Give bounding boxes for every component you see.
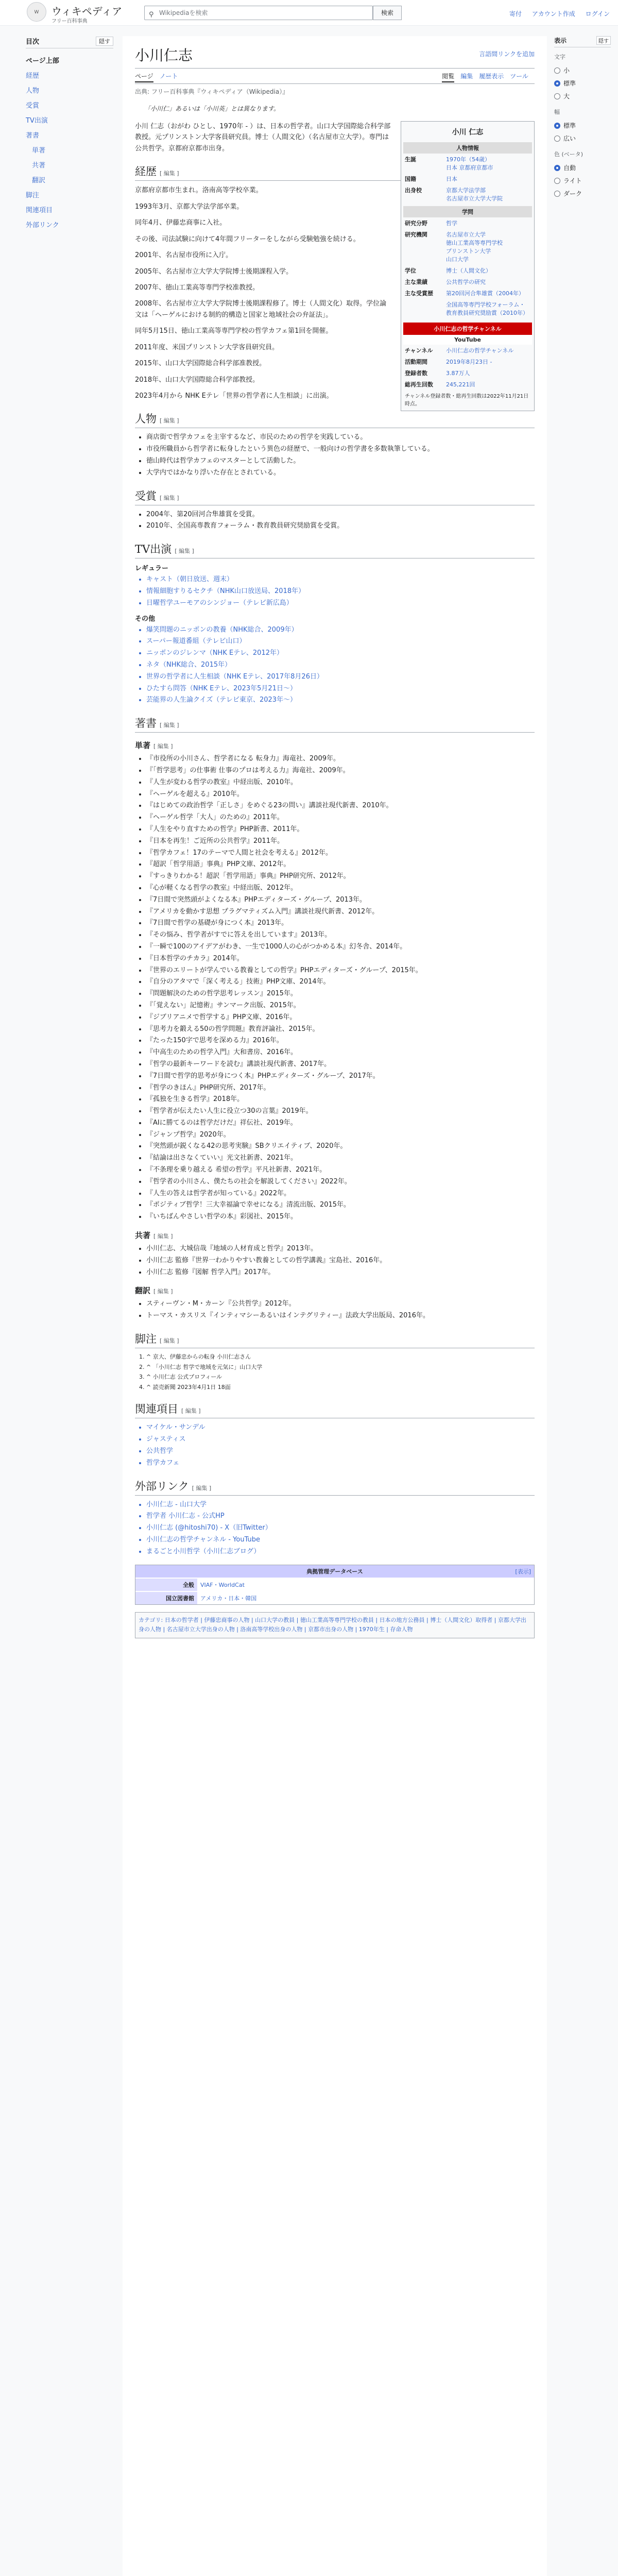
search-button[interactable]: 検索 (373, 6, 402, 20)
width-options (554, 119, 611, 145)
heading-joint (135, 1230, 535, 1241)
book-item: • 『自分のアタマで「深く考える」技術』PHP文庫、2014年。 (146, 977, 535, 988)
career-paragraph: 2023年4月から NHK Eテレ「世界の哲学者に人生相談」に出演。 (135, 392, 333, 400)
infobox-row (403, 345, 532, 356)
infobox-row (403, 217, 532, 229)
radio-icon (554, 165, 560, 171)
infobox-row-value[interactable]: 京都大学法学部 名古屋市立大学大学院 (446, 187, 503, 202)
book-item: • 『哲学の最新キーワードを読む』講談社現代新書、2017年。 (146, 1059, 535, 1070)
infobox-row-label (403, 299, 444, 318)
youtube-subtitle: YouTube (403, 335, 532, 345)
radio-icon (554, 67, 560, 74)
infobox-row (403, 154, 532, 173)
book-item: • 『一瞬で100のアイデアがわき、一生で1000人の心がつかめる本』幻冬舎、2014年。 (146, 942, 535, 953)
career-paragraph: 同年4月、伊藤忠商事に入社。 (135, 219, 227, 227)
infobox-row-value[interactable]: 1970年（54歳） 日本 京都府京都市 (446, 156, 493, 171)
radio-label: 広い (563, 135, 576, 142)
login-link[interactable]: ログイン (585, 10, 610, 18)
article-content (123, 36, 547, 2576)
tv-regular-list (146, 574, 535, 608)
book-item: • 『はじめての政治哲学「正しさ」をめぐる23の問い』講談社現代新書、2010年。 (146, 801, 535, 811)
book-item: • 『ジャンプ哲学』2020年。 (146, 1130, 535, 1141)
toc-hide-button[interactable]: 隠す (96, 37, 113, 46)
career-paragraph: その後、司法試験に向けて4年間フリーターをしながら受験勉強を続ける。 (135, 235, 360, 243)
youtube-table (403, 345, 532, 390)
infobox-row (403, 173, 532, 184)
width-label: 幅 (554, 109, 560, 115)
list-item: • 大学内ではかなり浮いた存在とされている。 (146, 468, 535, 479)
appearance-hide-button[interactable]: 隠す (596, 36, 611, 45)
infobox-row-value[interactable]: 全国高等専門学校フォーラム・教育教員研究奨励賞（2010年） (446, 301, 528, 316)
infobox-row-label: 学位 (405, 267, 416, 274)
navbox-row-label: 全般 (135, 1579, 197, 1591)
external-links-list (146, 1500, 535, 1557)
book-item: • 『たった150字で思考を深める力』2016年。 (146, 1036, 535, 1046)
infobox-row-value[interactable]: 2019年8月23日 - (446, 359, 492, 365)
radio-icon (554, 93, 560, 99)
search-input[interactable] (144, 6, 373, 20)
infobox-row-label: チャンネル (405, 347, 433, 354)
book-item: • 『哲学のきほん』PHP研究所、2017年。 (146, 1083, 535, 1094)
radio-icon (554, 123, 560, 129)
infobox-row-label: 国籍 (405, 176, 416, 182)
heading-books-text: 著書 (135, 717, 157, 730)
person-list (146, 432, 535, 478)
list-item: • 徳山時代は哲学カフェのマスターとして活動した。 (146, 456, 535, 467)
book-item: • 『7日間で哲学的思考が身につく本』PHPエディターズ・グループ、2017年。 (146, 1071, 535, 1082)
book-item: • 『ポジティブ哲学！三大幸福論で幸せになる』清流出版、2015年。 (146, 1200, 535, 1211)
heading-single (135, 740, 535, 751)
infobox-row (403, 265, 532, 276)
radio-icon (554, 80, 560, 87)
radio-option[interactable] (554, 90, 611, 103)
career-paragraph: 2015年、山口大学国際総合科学部准教授。 (135, 360, 266, 368)
book-item: • トーマス・カスリス『インティマシーあるいはインテグリティー』法政大学出版局、2016年。 (146, 1311, 535, 1321)
external-link[interactable]: • 小川仁志の哲学チャンネル - YouTube (146, 1535, 535, 1546)
book-item: • 小川仁志 監修『世界一わかりやすい教養としての哲学講義』宝島社、2016年。 (146, 1256, 535, 1266)
site-header (0, 0, 618, 26)
radio-label: ダーク (563, 190, 582, 197)
related-link[interactable]: • 哲学カフェ (146, 1458, 535, 1469)
career-paragraph: 2007年、徳山工業高等専門学校准教授。 (135, 283, 260, 292)
radio-label: ライト (563, 177, 582, 184)
tv-item[interactable]: • 世界の哲学者に人生相談（NHK Eテレ、2017年8月26日） (146, 672, 535, 683)
radio-option[interactable] (554, 174, 611, 187)
search-icon: ⚲ (149, 11, 154, 19)
related-link[interactable]: • 公共哲学 (146, 1446, 535, 1457)
edit-link[interactable]: [ 編集 ] (153, 1288, 173, 1295)
heading-tv-text: TV出演 (135, 543, 172, 556)
list-item: • 市役所職員から哲学者に転身したという異色の経歴で、一般向けの哲学書を多数執筆している。 (146, 444, 535, 455)
reference-item: 1. ^ 京大、伊藤忠からの転身 小川仁志さん (146, 1352, 535, 1362)
infobox-row (403, 276, 532, 287)
book-item: • 『孤独を生きる哲学』2018年。 (146, 1094, 535, 1105)
radio-icon (554, 135, 560, 142)
infobox-row-value[interactable]: 博士（人間文化） (446, 267, 491, 274)
infobox-row-value[interactable]: 小川仁志の哲学チャンネル (446, 347, 514, 354)
external-link[interactable]: • 小川仁志 (@hitoshi70) - X（旧Twitter） (146, 1523, 535, 1534)
tv-item[interactable]: • ネタ（NHK総合、2015年） (146, 660, 535, 671)
donate-link[interactable]: 寄付 (509, 10, 522, 18)
infobox-row-value[interactable]: 日本 (446, 176, 457, 182)
infobox-row-label: 総再生回数 (405, 381, 433, 388)
intro-paragraph: 小川 仁志（おがわ ひとし、1970年 - ）は、日本の哲学者。山口大学国際総合科学部教授。元プリンストン大学客員研究員。博士（人間文化）（名古屋市立大学）。専門は公共哲学。京都府京都市出身。 (135, 123, 391, 152)
infobox-row-label: 出身校 (405, 187, 422, 194)
book-item: • スティーヴン・M・カーン『公共哲学』2012年。 (146, 1299, 535, 1310)
heading-award (135, 488, 535, 505)
text-size-options (554, 64, 611, 103)
reference-item: 4. ^ 読売新聞 2023年4月1日 18面 (146, 1383, 535, 1392)
toc-item[interactable]: 翻訳 (32, 177, 46, 184)
edit-link[interactable]: [ 編集 ] (160, 417, 179, 425)
edit-link[interactable]: [ 編集 ] (160, 722, 179, 729)
edit-link[interactable]: [ 編集 ] (153, 1233, 173, 1240)
youtube-title: 小川仁志の哲学チャンネル (403, 323, 532, 335)
tv-item[interactable]: • 芸能界の人生論クイズ（テレビ東京、2023年～） (146, 695, 535, 706)
infobox-row (403, 379, 532, 390)
heading-related-text: 関連項目 (135, 1403, 178, 1416)
radio-icon (554, 178, 560, 184)
edit-link[interactable]: [ 編集 ] (192, 1484, 212, 1492)
appearance-header (554, 36, 611, 47)
tab-history[interactable]: 履歴表示 (479, 73, 504, 80)
heading-person-text: 人物 (135, 413, 157, 426)
heading-trans-text: 翻訳 (135, 1286, 151, 1296)
career-paragraph: 2001年、名古屋市役所に入庁。 (135, 251, 233, 260)
navbox-title: 典拠管理データベース (306, 1568, 363, 1575)
toc-item[interactable]: ページ上部 (26, 57, 59, 65)
tv-item[interactable]: • 情報細胞すりるセクチ（NHK山口放送局、2018年） (146, 586, 535, 597)
youtube-note: チャンネル登録者数・総再生回数は2022年11月21日時点。 (405, 394, 529, 407)
book-item: • 『ヘーゲルを超える』2010年。 (146, 789, 535, 800)
heading-notes (135, 1331, 535, 1348)
page-title (135, 44, 535, 69)
infobox-row (403, 229, 532, 265)
heading-tv (135, 541, 535, 558)
heading-career-text: 経歴 (135, 165, 157, 178)
toc-item[interactable]: 外部リンク (26, 222, 59, 229)
site-tagline: フリー百科事典 (52, 19, 88, 24)
infobox-row-label: 登録者数 (405, 370, 427, 377)
create-account-link[interactable]: アカウント作成 (531, 10, 575, 18)
infobox-row (403, 184, 532, 204)
book-item: • 『哲学者が伝えたい人生に役立つ30の言葉』2019年。 (146, 1106, 535, 1117)
career-paragraph: 同年5月15日、徳山工業高等専門学校の哲学カフェ第1回を開催。 (135, 327, 333, 335)
appearance-title: 表示 (554, 37, 567, 44)
youtube-box (403, 323, 532, 409)
toc-item[interactable]: 共著 (32, 162, 46, 170)
toc-item[interactable]: 単著 (32, 147, 46, 155)
toc-item[interactable]: 著書 (26, 132, 40, 140)
related-link[interactable]: • マイケル・サンデル (146, 1422, 535, 1433)
radio-option[interactable] (554, 161, 611, 174)
toc-item[interactable]: 人物 (26, 87, 40, 95)
page-tabs (135, 69, 535, 84)
book-item: • 『結論は出さなくていい』光文社新書、2021年。 (146, 1153, 535, 1164)
edit-link[interactable]: [ 編集 ] (160, 170, 179, 177)
heading-trans (135, 1285, 535, 1296)
wikipedia-logo-icon[interactable]: W (27, 2, 46, 22)
navbox-row-label: 国立図書館 (135, 1592, 197, 1604)
related-link[interactable]: • ジャスティス (146, 1434, 535, 1445)
book-item: • 『ジブリアニメで哲学する』PHP文庫、2016年。 (146, 1012, 535, 1023)
heading-joint-text: 共著 (135, 1231, 151, 1241)
book-item: • 『超訳「哲学用語」事典』PHP文庫、2012年。 (146, 859, 535, 870)
list-item: • 2010年、全国高専教育フォーラム・教育教員研究奨励賞を受賞。 (146, 521, 535, 532)
book-item: • 『市役所の小川さん、哲学者になる 転身力』海竜社、2009年。 (146, 754, 535, 765)
book-item: • 『中高生のための哲学入門』大和書房、2016年。 (146, 1047, 535, 1058)
book-item: • 『アメリカを動かす思想 プラグマティズム入門』講談社現代新書、2012年。 (146, 907, 535, 918)
list-item: • 商店街で哲学カフェを主宰するなど、市民のための哲学を実践している。 (146, 432, 535, 443)
toc-item[interactable]: 経歴 (26, 72, 40, 80)
edit-link[interactable]: [ 編集 ] (175, 548, 194, 555)
book-item: • 『「覚えない」記憶術』サンマーク出版、2015年。 (146, 1001, 535, 1011)
tv-other-list (146, 625, 535, 706)
heading-person (135, 411, 535, 428)
joint-list (146, 1244, 535, 1278)
toc-item[interactable]: 受賞 (26, 102, 40, 110)
toc-item[interactable]: 脚注 (26, 192, 40, 199)
infobox-row-label: 主な業績 (405, 279, 427, 285)
infobox-row-label: 活動期間 (405, 359, 427, 365)
edit-link[interactable]: [ 編集 ] (160, 494, 179, 501)
book-item: • 『哲学者の小川さん、僕たちの社会を解説してください』2022年。 (146, 1177, 535, 1188)
book-item: • 『心が軽くなる哲学の教室』中経出版、2012年。 (146, 883, 535, 894)
career-paragraph: 2011年度、米国プリンストン大学客員研究員。 (135, 343, 279, 351)
tv-item[interactable]: • ニッポンのジレンマ（NHK Eテレ、2012年） (146, 648, 535, 659)
infobox-table-academic (403, 217, 532, 318)
radio-label: 標準 (563, 122, 576, 129)
hatnote: 「小川仁」あるいは「小川英」とは異なります。 (144, 105, 280, 112)
navbox-row-value[interactable]: VIAF・WorldCat (197, 1579, 248, 1591)
heading-ext-text: 外部リンク (135, 1480, 189, 1493)
tab-talk[interactable]: ノート (159, 73, 178, 80)
toc-title: 目次 (26, 38, 40, 46)
tab-page[interactable]: ページ (135, 73, 153, 82)
tabs-right (442, 72, 535, 80)
infobox (401, 121, 535, 411)
infobox-row-label: 主な受賞歴 (405, 290, 433, 297)
tv-item[interactable]: • 爆笑問題のニッポンの教養（NHK総合、2009年） (146, 625, 535, 636)
infobox-row (403, 299, 532, 318)
book-item: • 『不条理を乗り越える 希望の哲学』平凡社新書、2021年。 (146, 1165, 535, 1176)
tab-tools[interactable]: ツール (510, 73, 528, 80)
career-paragraph: 2005年、名古屋市立大学大学院博士後期課程入学。 (135, 267, 293, 276)
book-item: • 『7日間で突然頭がよくなる本』PHPエディターズ・グループ、2013年。 (146, 895, 535, 906)
external-link[interactable]: • 哲学者 小川仁志 - 公式HP (146, 1511, 535, 1522)
external-link[interactable]: • まるごと小川哲学（小川仁志ブログ） (146, 1547, 535, 1557)
radio-icon (554, 191, 560, 197)
heading-books (135, 715, 535, 733)
book-item: • 『突然頭が鋭くなる42の思考実験』SBクリエイティブ、2020年。 (146, 1141, 535, 1152)
tv-regular-heading: レギュラー (135, 565, 169, 573)
radio-option[interactable] (554, 77, 611, 90)
book-item: • 『思考力を鍛える50の哲学問題』教育評論社、2015年。 (146, 1024, 535, 1035)
toc-sidebar (26, 36, 113, 232)
book-item: • 『人生の答えは哲学者が知っている』2022年。 (146, 1189, 535, 1199)
radio-option[interactable] (554, 119, 611, 132)
infobox-row-value[interactable]: 245,221回 (446, 381, 475, 388)
infobox-row-value[interactable]: 哲学 (446, 220, 457, 227)
book-item: • 『その悩み、哲学者がすでに答えを出しています』2013年。 (146, 930, 535, 941)
book-item: • 『AIに勝てるのは哲学だけだ』祥伝社、2019年。 (146, 1118, 535, 1129)
text-size-label: 文字 (554, 54, 565, 60)
language-button[interactable]: 言語間リンクを追加 (479, 50, 535, 58)
career-paragraph: 京都府京都市生まれ。洛南高等学校卒業。 (135, 187, 263, 195)
tv-item[interactable]: • ひたすら問答（NHK Eテレ、2023年5月21日～） (146, 684, 535, 694)
book-item: • 『人生をやり直すための哲学』PHP新書、2011年。 (146, 824, 535, 835)
toc-item[interactable]: 関連項目 (26, 207, 53, 214)
reference-item: 3. ^ 小川仁志 公式プロフィール (146, 1372, 535, 1382)
career-paragraph: 2018年、山口大学国際総合科学部教授。 (135, 376, 260, 384)
tv-item[interactable]: • スーパー報道番組（テレビ山口） (146, 636, 535, 647)
infobox-row-label: 生誕 (405, 156, 416, 163)
infobox-row-value[interactable]: 名古屋市立大学 徳山工業高等専門学校 プリンストン大学 山口大学 (446, 231, 503, 263)
edit-link[interactable]: [ 編集 ] (160, 1337, 179, 1345)
tabs-left (135, 72, 184, 80)
book-item: • 『すっきりわかる！超訳「哲学用語」事典』PHP研究所、2012年。 (146, 871, 535, 882)
toc-list (26, 53, 113, 232)
reference-item: 2. ^ 「小川仁志 哲学で地域を元気に」山口大学 (146, 1363, 535, 1372)
book-item: • 『哲学カフェ！17のテーマで人間と社会を考える』2012年。 (146, 848, 535, 859)
book-item: • 『「哲学思考」の仕事術 仕事のプロは考える力』海竜社、2009年。 (146, 766, 535, 776)
tv-item[interactable]: • 日曜哲学ユーモアのシンジョー（テレビ新広島） (146, 598, 535, 609)
appearance-panel (554, 36, 611, 200)
book-item: • 『日本哲学のチカラ』2014年。 (146, 954, 535, 964)
edit-link[interactable]: [ 編集 ] (153, 743, 173, 750)
infobox-row (403, 287, 532, 299)
book-item: • 『7日間で哲学の基礎が身につく本』2013年。 (146, 918, 535, 929)
navbox-row (135, 1591, 534, 1604)
category-links[interactable]: カテゴリ: 日本の哲学者 | 伊藤忠商事の人物 | 山口大学の教員 | 徳山工業高等専門学校の教員 | 日本の地方公務員 | 博士（人間文化）取得者 | 京都大学出身の人物 | 名古屋市立大学出身の人物 | 洛南高等学校出身の人物 | 京都市出身の人物 | 1970年生 | 存命人物 (135, 1612, 535, 1638)
books-list (146, 754, 535, 1223)
navbox-header (135, 1565, 534, 1578)
radio-label: 大 (563, 93, 570, 100)
heading-notes-text: 脚注 (135, 1333, 157, 1346)
trans-list (146, 1299, 535, 1321)
career-paragraph: 1993年3月、京都大学法学部卒業。 (135, 202, 244, 211)
infobox-section-person: 人物情報 (403, 142, 532, 154)
book-item: • 小川仁志、大城信哉『地域の人材育成と哲学』2013年。 (146, 1244, 535, 1255)
edit-link[interactable]: [ 編集 ] (181, 1408, 201, 1415)
book-item: • 『問題解決のための哲学思考レッスン』2015年。 (146, 989, 535, 999)
toc-item[interactable]: TV出演 (26, 117, 48, 125)
heading-award-text: 受賞 (135, 489, 157, 502)
tv-other-heading: その他 (135, 615, 156, 623)
book-item: • 『ヘーゲル哲学「大人」のための』2011年。 (146, 812, 535, 823)
book-item: • 『人生が変わる哲学の教室』中経出版、2010年。 (146, 777, 535, 788)
book-item: • 小川仁志 監修『図解 哲学入門』2017年。 (146, 1267, 535, 1278)
title-text: 小川仁志 (135, 47, 193, 64)
color-label: 色 (ベータ) (554, 151, 583, 158)
list-item: • 2004年、第20回河合隼雄賞を受賞。 (146, 510, 535, 520)
infobox-table-person (403, 154, 532, 204)
heading-single-text: 単著 (135, 741, 151, 751)
infobox-row-label: 研究機関 (405, 231, 427, 238)
radio-option[interactable] (554, 132, 611, 145)
authority-navbox (135, 1565, 535, 1605)
toc-header (26, 36, 113, 48)
career-paragraph: 2008年、名古屋市立大学大学院博士後期課程修了。博士（人間文化）取得。学位論文は「ヘーゲルにおける制約的構造と国家と地域社会の弁証法」。 (135, 300, 387, 319)
page-subhead: 出典: フリー百科事典『ウィキペディア（Wikipedia）』 (135, 88, 289, 95)
book-item: • 『日本を再生！ご近所の公共哲学』2011年。 (146, 836, 535, 847)
main-area (0, 26, 618, 2576)
radio-option[interactable] (554, 64, 611, 77)
infobox-row (403, 367, 532, 379)
site-wordmark[interactable]: ウィキペディア (52, 5, 123, 18)
navbox-row (135, 1578, 534, 1591)
tab-read[interactable]: 閲覧 (442, 73, 454, 82)
radio-option[interactable] (554, 187, 611, 200)
infobox-section-academic: 学問 (403, 206, 532, 217)
heading-related (135, 1401, 535, 1418)
header-links (501, 9, 610, 18)
navbox-row-value[interactable]: アメリカ・日本・韓国 (197, 1592, 260, 1604)
infobox-title: 小川 仁志 (452, 128, 484, 137)
infobox-row-label: 研究分野 (405, 220, 427, 227)
infobox-row-value[interactable]: 公共哲学の研究 (446, 279, 486, 285)
book-item: • 『世界のエリートが学んでいる教養としての哲学』PHPエディターズ・グループ、2015年。 (146, 965, 535, 976)
search-placeholder: Wikipediaを検索 (159, 9, 208, 16)
heading-ext (135, 1478, 535, 1496)
external-link[interactable]: • 小川仁志 - 山口大学 (146, 1500, 535, 1511)
color-options (554, 161, 611, 200)
radio-label: 自動 (563, 164, 576, 172)
radio-label: 標準 (563, 80, 576, 87)
notes-list (146, 1352, 535, 1392)
tv-item[interactable]: • キャスト（朝日放送、週末） (146, 574, 535, 585)
book-item: • 『いちばんやさしい哲学の本』彩図社、2015年。 (146, 1212, 535, 1223)
tab-edit[interactable]: 編集 (460, 73, 473, 80)
infobox-row-value[interactable]: 3.87万人 (446, 370, 470, 377)
infobox-row-value[interactable]: 第20回河合隼雄賞（2004年） (446, 290, 524, 297)
infobox-row (403, 356, 532, 367)
related-list (146, 1422, 535, 1468)
navbox-toggle[interactable]: [表示] (515, 1568, 531, 1575)
radio-label: 小 (563, 67, 570, 74)
award-list (146, 510, 535, 532)
